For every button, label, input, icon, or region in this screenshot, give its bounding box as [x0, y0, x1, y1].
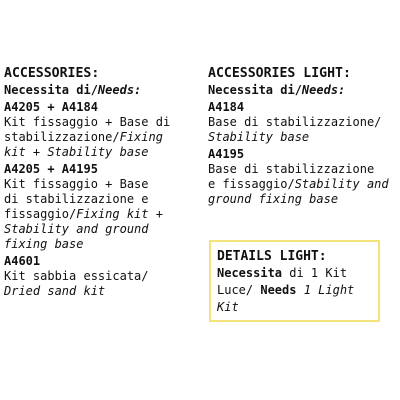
needs-label-it: Necessita di/	[208, 83, 302, 97]
accessory-description-line: Stability and ground	[4, 222, 149, 236]
accessory-description-line: kit + Stability base	[4, 145, 149, 159]
accessory-description-line: Kit fissaggio + Base	[4, 177, 149, 191]
needs-label-en: Needs:	[97, 83, 142, 97]
accessories-light-column	[208, 66, 400, 207]
accessory-description-line: ground fixing base	[208, 192, 339, 206]
accessory-code: A4195	[208, 147, 245, 161]
accessories-light-heading: ACCESSORIES LIGHT:	[208, 66, 351, 81]
details-light-line: Luce/ Needs 1 Light	[217, 283, 355, 297]
needs-label-it: Necessita di/	[4, 83, 98, 97]
accessory-code: A4205 + A4195	[4, 162, 98, 176]
accessory-description-line: Base di stabilizzazione	[208, 162, 375, 176]
accessory-description-line: Kit fissaggio + Base di	[4, 115, 171, 129]
accessory-description-line: Stability base	[208, 130, 310, 144]
accessory-code: A4205 + A4184	[4, 100, 98, 114]
accessory-description-line: fixing base	[4, 237, 84, 251]
accessory-description-line: Dried sand kit	[4, 284, 106, 298]
accessory-description-line: e fissaggio/Stability and	[208, 177, 389, 191]
accessories-column	[4, 66, 200, 299]
details-light-title: DETAILS LIGHT:	[217, 249, 327, 264]
details-light-line: Kit	[217, 300, 239, 314]
accessory-description-line: di stabilizzazione e	[4, 192, 149, 206]
needs-label	[208, 82, 400, 98]
accessory-code: A4184	[208, 100, 245, 114]
accessory-code: A4601	[4, 254, 41, 268]
needs-label	[4, 82, 200, 98]
details-light-line: Necessita di 1 Kit	[217, 266, 348, 280]
accessory-description-line: stabilizzazione/Fixing	[4, 130, 163, 144]
accessory-description-line: Base di stabilizzazione/	[208, 115, 382, 129]
accessories-heading: ACCESSORIES:	[4, 66, 100, 81]
accessory-description-line: fissaggio/Fixing kit +	[4, 207, 163, 221]
needs-label-en: Needs:	[301, 83, 346, 97]
accessory-description-line: Kit sabbia essicata/	[4, 269, 149, 283]
details-light-box	[209, 240, 380, 322]
